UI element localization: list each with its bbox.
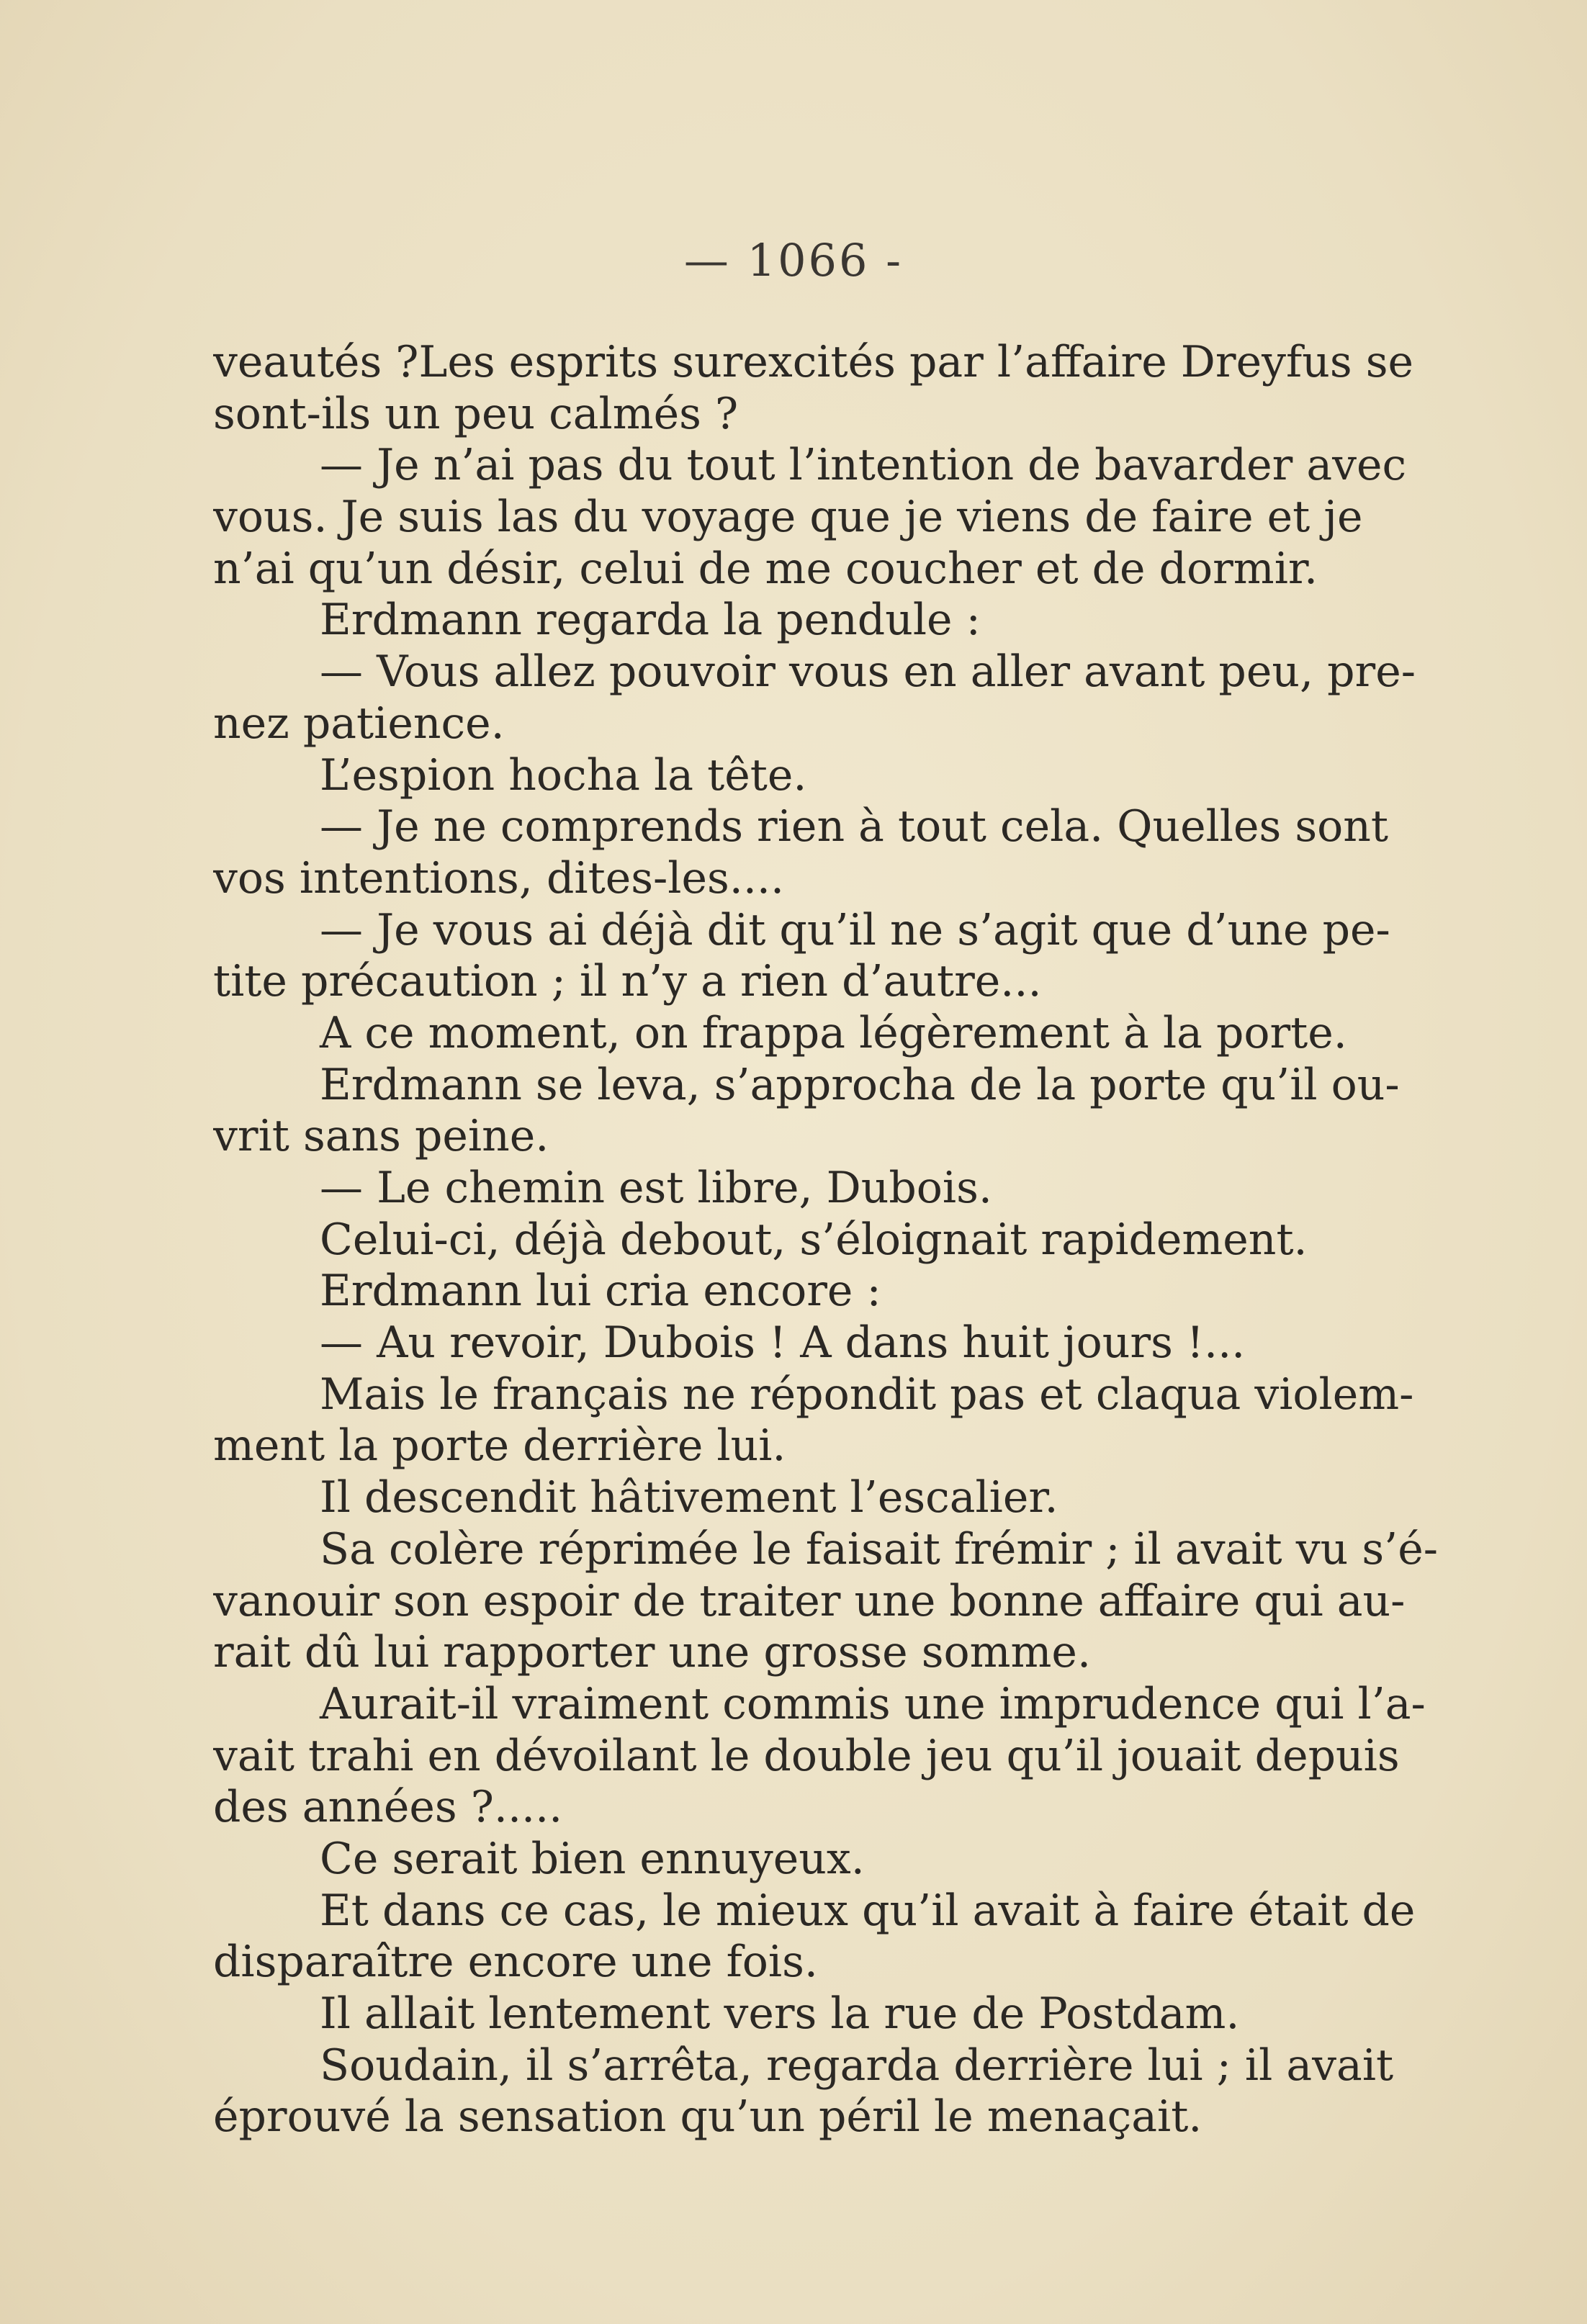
text-line: Ce serait bien ennuyeux. bbox=[320, 1833, 865, 1884]
text-line: éprouvé la sensation qu’un péril le menaçait. bbox=[213, 2091, 1202, 2143]
text-line: A ce moment, on frappa légèrement à la porte. bbox=[320, 1007, 1347, 1058]
text-line: vanouir son espoir de traiter une bonne affaire qui au- bbox=[213, 1575, 1406, 1626]
text-line: veautés ?Les esprits surexcités par l’affaire Dreyfus se bbox=[213, 337, 1413, 387]
text-line: Sa colère réprimée le faisait frémir ; il avait vu s’é- bbox=[320, 1523, 1438, 1575]
text-line: rait dû lui rapporter une grosse somme. bbox=[213, 1627, 1092, 1678]
text-line: — Au revoir, Dubois ! A dans huit jours !... bbox=[320, 1318, 1246, 1369]
text-line: tite précaution ; il n’y a rien d’autre... bbox=[213, 956, 1042, 1007]
text-line: Soudain, il s’arrêta, regarda derrière lui ; il avait bbox=[320, 2040, 1394, 2091]
text-line: L’espion hocha la tête. bbox=[320, 749, 807, 801]
text-line: Mais le français ne répondit pas et claqua violem- bbox=[320, 1369, 1414, 1420]
text-line: des années ?..... bbox=[213, 1782, 563, 1833]
text-line: Celui-ci, déjà debout, s’éloignait rapidement. bbox=[320, 1214, 1308, 1265]
text-line: vrit sans peine. bbox=[213, 1111, 549, 1162]
text-line: vait trahi en dévoilant le double jeu qu’il jouait depuis bbox=[213, 1730, 1400, 1781]
text-line: Et dans ce cas, le mieux qu’il avait à faire était de bbox=[320, 1885, 1416, 1936]
text-line: Erdmann regarda la pendule : bbox=[320, 595, 981, 646]
text-line: Il descendit hâtivement l’escalier. bbox=[320, 1472, 1058, 1523]
text-line: sont-ils un peu calmés ? bbox=[213, 388, 739, 439]
text-line: ment la porte derrière lui. bbox=[213, 1420, 786, 1472]
page-number: — 1066 - bbox=[683, 234, 904, 287]
text-line: Il allait lentement vers la rue de Postdam. bbox=[320, 1989, 1240, 2039]
text-line: vous. Je suis las du voyage que je viens de faire et je bbox=[213, 492, 1363, 543]
text-line: n’ai qu’un désir, celui de me coucher et de dormir. bbox=[213, 543, 1318, 594]
text-line: — Je ne comprends rien à tout cela. Quelles sont bbox=[320, 801, 1389, 852]
text-line: — Vous allez pouvoir vous en aller avant peu, pre- bbox=[320, 647, 1416, 698]
text-line: nez patience. bbox=[213, 698, 505, 749]
body-text bbox=[213, 337, 1455, 2143]
text-line: Erdmann se leva, s’approcha de la porte qu’il ou- bbox=[320, 1059, 1400, 1110]
text-line: disparaître encore une fois. bbox=[213, 1937, 818, 1988]
text-line: — Je n’ai pas du tout l’intention de bavarder avec bbox=[320, 440, 1407, 491]
text-line: — Le chemin est libre, Dubois. bbox=[320, 1163, 992, 1213]
text-line: Erdmann lui cria encore : bbox=[320, 1266, 881, 1317]
text-line: vos intentions, dites-les.... bbox=[213, 852, 785, 904]
text-line: — Je vous ai déjà dit qu’il ne s’agit que d’une pe- bbox=[320, 904, 1390, 955]
text-line: Aurait-il vraiment commis une imprudence qui l’a- bbox=[320, 1678, 1426, 1729]
